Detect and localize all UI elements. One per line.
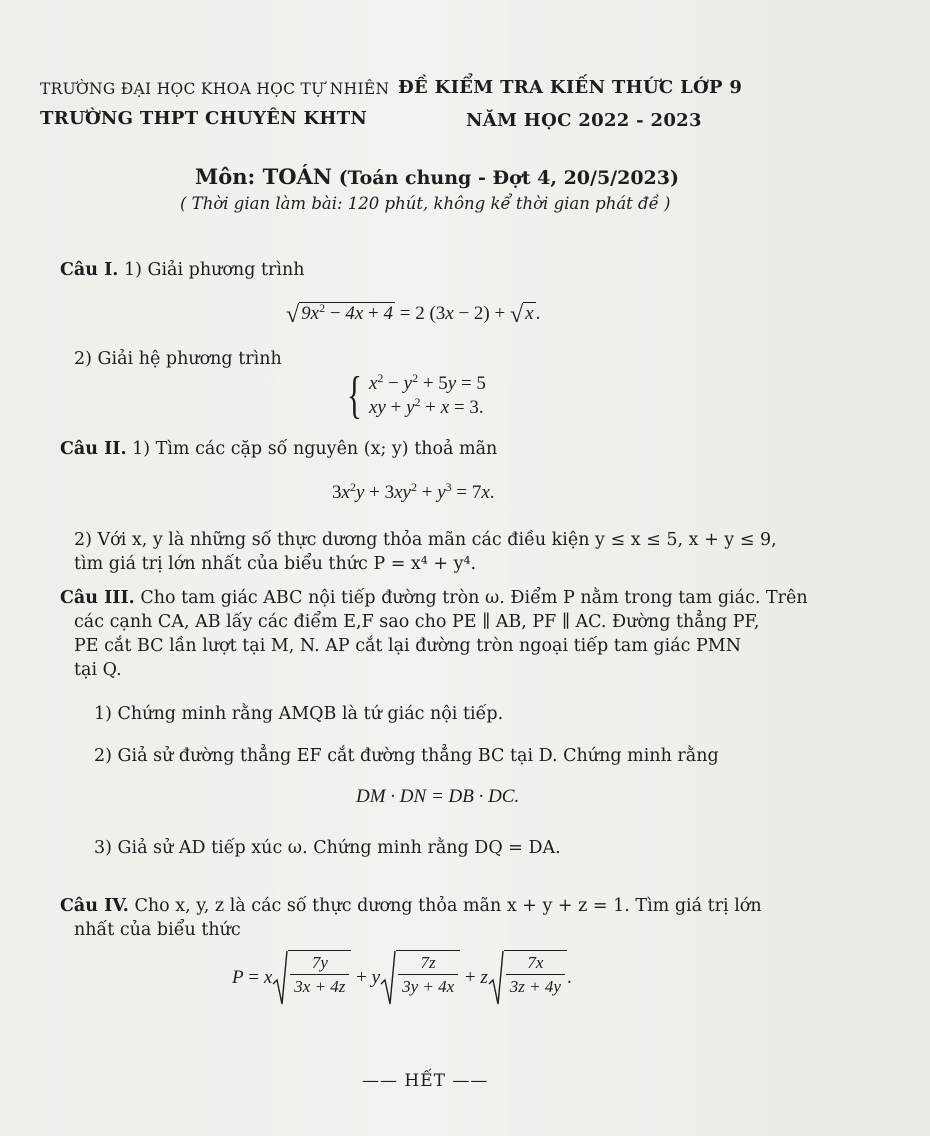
q3-line3: PE cắt BC lần lượt tại M, N. AP cắt lại đường tròn ngoại tiếp tam giác PMN [74, 636, 742, 656]
q4-line1 [60, 894, 762, 919]
q1-p1-text: 1) Giải phương trình [123, 260, 305, 280]
q1-system: { $x^2 - y^2 + 5y = 5$ xy + $y^2 + x = 3$. [346, 367, 486, 424]
subject-detail: (Toán chung - Đợt 4, 20/5/2023) [338, 167, 679, 189]
q2-part1 [60, 437, 497, 462]
q3-line1 [60, 586, 808, 611]
q3-label: Câu III. [60, 588, 135, 608]
q2-p2-line2: tìm giá trị lớn nhất của biểu thức P = x⁴ + y⁴. [74, 554, 477, 574]
q3-line4: tại Q. [74, 660, 122, 680]
school-name: TRƯỜNG THPT CHUYÊN KHTN [40, 108, 368, 129]
q4-line2: nhất của biểu thức [74, 920, 241, 940]
university-name: TRƯỜNG ĐẠI HỌC KHOA HỌC TỰ NHIÊN [40, 80, 390, 98]
exam-title: ĐỀ KIỂM TRA KIẾN THỨC LỚP 9 [398, 77, 743, 98]
q2-p2-line1: 2) Với x, y là những số thực dương thỏa mãn các điều kiện y ≤ x ≤ 5, x + y ≤ 9, [74, 530, 777, 550]
q3-sub2: 2) Giả sử đường thẳng EF cắt đường thẳng BC tại D. Chứng minh rằng [94, 746, 719, 766]
q4-expression: P = x $\frac{7y}{3x + 4z}$ + y $\frac{7z}{3y + 4x}$ + z $\frac{7x}{3z + 4y}$ . [232, 950, 572, 1006]
q3-sub3: 3) Giả sử AD tiếp xúc ω. Chứng minh rằng DQ = DA. [94, 838, 561, 858]
q2-p1-text: 1) Tìm các cặp số nguyên (x; y) thoả mãn [132, 439, 498, 459]
q4-label: Câu IV. [60, 896, 129, 916]
subject-line [195, 164, 679, 189]
q2-equation: $3x^2y + 3xy^2 + y^3 = 7x$. [332, 480, 495, 503]
q1-label: Câu I. [60, 260, 119, 280]
q3-sub2-equation: DM · DN = DB · DC. [356, 786, 520, 807]
subject-label: Môn: TOÁN [195, 164, 332, 189]
time-note: ( Thời gian làm bài: 120 phút, không kể thời gian phát đề ) [180, 194, 671, 213]
q3-sub1: 1) Chứng minh rằng AMQB là tứ giác nội tiếp. [94, 704, 504, 724]
q1-part1 [60, 258, 305, 283]
q3-line2: các cạnh CA, AB lấy các điểm E,F sao cho PE ∥ AB, PF ∥ AC. Đường thẳng PF, [74, 612, 760, 632]
q2-label: Câu II. [60, 439, 127, 459]
q1-p2-text: 2) Giải hệ phương trình [74, 349, 282, 369]
q3-line1-text: Cho tam giác ABC nội tiếp đường tròn ω. Điểm P nằm trong tam giác. Trên [140, 588, 808, 608]
q1-equation: √ $9x^2 - 4x + 4 = 2$ (3x − 2) + √ x . [286, 301, 541, 328]
end-marker: —— HẾT —— [362, 1071, 489, 1091]
school-year: NĂM HỌC 2022 - 2023 [466, 110, 702, 131]
q4-line1-text: Cho x, y, z là các số thực dương thỏa mãn x + y + z = 1. Tìm giá trị lớn [134, 896, 762, 916]
